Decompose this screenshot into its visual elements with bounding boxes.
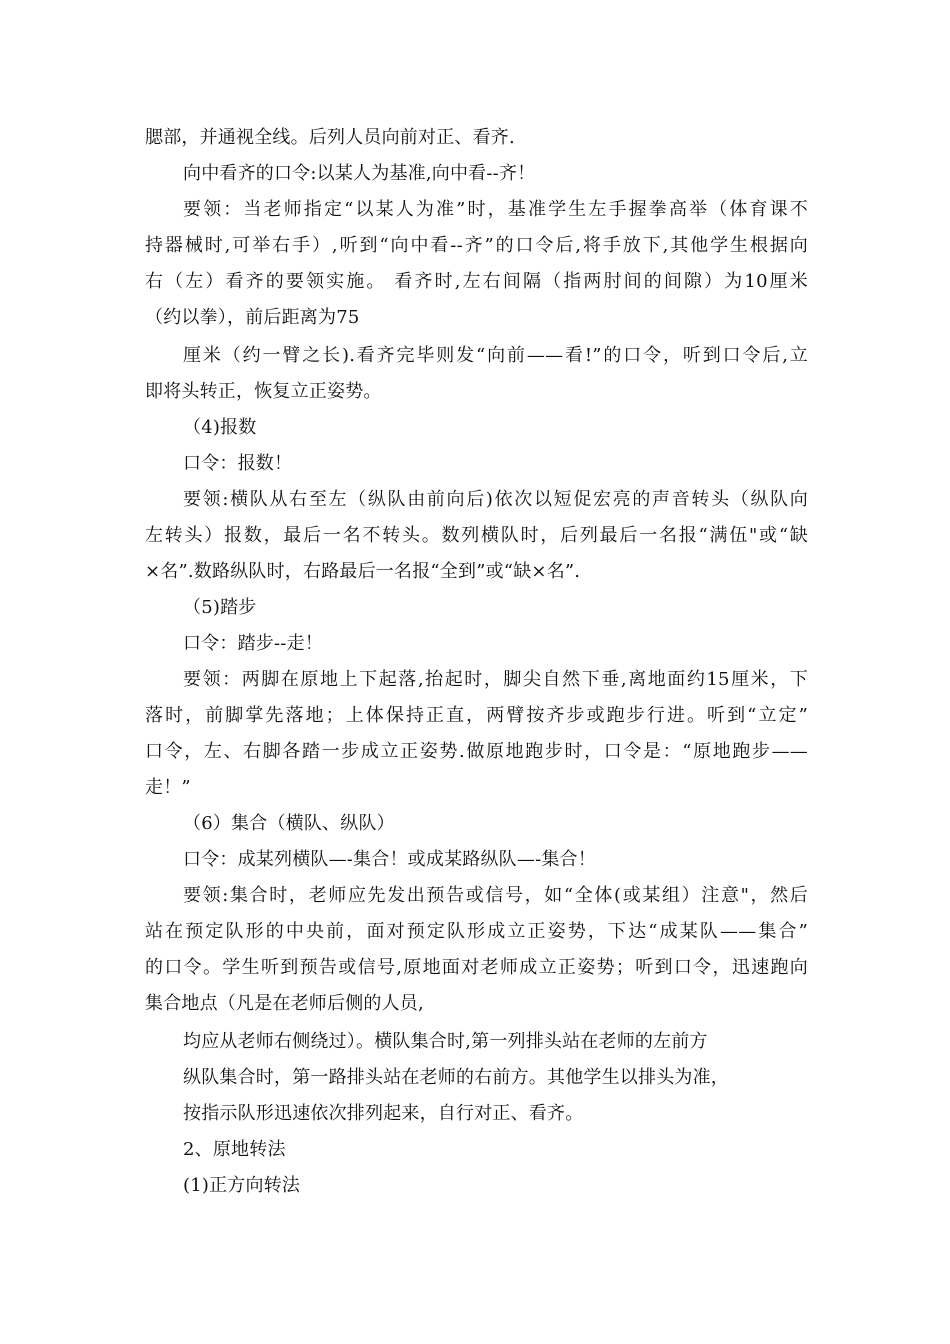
text-line: 纵队集合时，第一路排头站在老师的右前方。其他学生以排头为准， <box>183 1067 729 1088</box>
text-line: 右（左）看齐的要领实施。 看齐时,左右间隔（指两肘间的间隙）为10厘米 <box>145 271 808 292</box>
text-line: 走！” <box>145 777 191 798</box>
section-heading: 2、原地转法 <box>183 1139 286 1160</box>
text-line: 口令，左、右脚各踏一步成立正姿势.做原地跑步时，口令是：“原地跑步—— <box>145 741 808 762</box>
text-line: ×名”.数路纵队时，右路最后一名报“全到”或“缺×名”. <box>145 561 581 582</box>
text-line: 即将头转正，恢复立正姿势。 <box>145 381 382 402</box>
section-heading: (1)正方向转法 <box>183 1175 301 1196</box>
text-line: 向中看齐的口令:以某人为基准,向中看--齐！ <box>183 163 536 184</box>
text-line: 的口令。学生听到预告或信号,原地面对老师成立正姿势；听到口令，迅速跑向 <box>145 957 808 978</box>
text-line: 站在预定队形的中央前，面对预定队形成立正姿势，下达“成某队——集合” <box>145 921 808 942</box>
text-line: 集合地点（凡是在老师后侧的人员, <box>145 993 424 1014</box>
text-line: 口令：报数！ <box>183 453 293 474</box>
text-line: 要领：当老师指定“以某人为准”时，基准学生左手握拳高举（体育课不 <box>183 199 808 220</box>
text-line: （约以拳），前后距离为75 <box>145 307 360 328</box>
text-line: 均应从老师右侧绕过）。横队集合时,第一列排头站在老师的左前方 <box>183 1031 708 1052</box>
text-line: 持器械时,可举右手）,听到“向中看--齐”的口令后,将手放下,其他学生根据向 <box>145 235 808 256</box>
text-line: 要领:横队从右至左（纵队由前向后)依次以短促宏亮的声音转头（纵队向 <box>183 489 808 510</box>
text-line: 口令：成某列横队—-集合！或成某路纵队—-集合！ <box>183 849 596 870</box>
text-line: 左转头）报数，最后一名不转头。数列横队时，后列最后一名报“满伍"或“缺 <box>145 525 808 546</box>
text-line: 要领：两脚在原地上下起落,抬起时，脚尖自然下垂,离地面约15厘米，下 <box>183 669 808 690</box>
section-heading: （6）集合（横队、纵队） <box>183 813 395 834</box>
section-heading: （5)踏步 <box>183 597 257 618</box>
text-line: 腮部，并通视全线。后列人员向前对正、看齐. <box>145 127 515 148</box>
text-line: 要领:集合时，老师应先发出预告或信号，如“全体(或某组）注意"，然后 <box>183 885 808 906</box>
text-line: 按指示队形迅速依次排列起来，自行对正、看齐。 <box>183 1103 584 1124</box>
text-line: 落时，前脚掌先落地；上体保持正直，两臂按齐步或跑步行进。听到“立定” <box>145 705 808 726</box>
text-line: 口令：踏步--走！ <box>183 633 323 654</box>
section-heading: （4)报数 <box>183 417 257 438</box>
text-line: 厘米（约一臂之长).看齐完毕则发“向前——看!”的口令，听到口令后,立 <box>183 345 808 366</box>
